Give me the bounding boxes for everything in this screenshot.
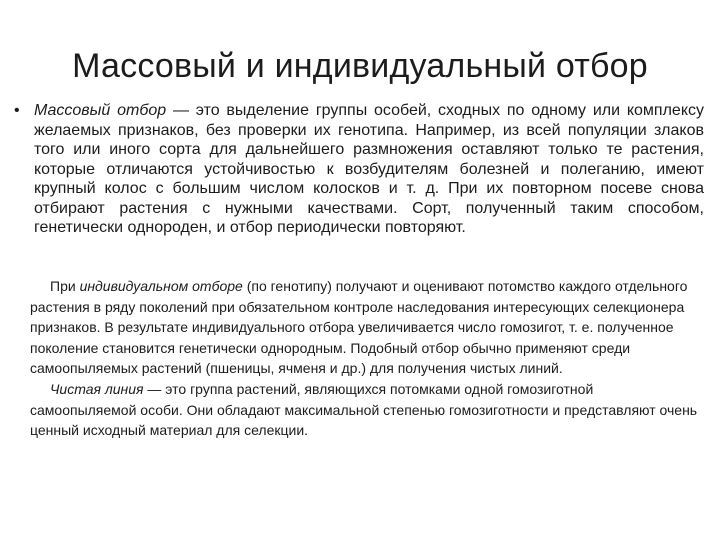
term-pure-line: Чистая линия [50, 380, 144, 397]
mass-selection-definition: — это выделение группы особей, сходных по одному или комплексу желаемых признаков, без проверки их генотипа. Например, из всей популяции злаков того или иного сорта для дальнейшего размножения оставляют только те растения, которые отличаются устойчивостью к возбудителям болезней и полеганию, имеют крупный колос с большим числом колосков и т. д. При их повторном посеве снова отбирают растения с нужными качествами. Сорт, полученный таким способом, генетически однороден, и отбор периодически повторяют. [34, 102, 705, 236]
body-text [30, 276, 702, 441]
paragraph-pure-line [30, 379, 702, 441]
term-mass-selection: Массовый отбор [34, 102, 167, 119]
slide-title: Массовый и индивидуальный отбор [72, 47, 648, 85]
bullet-text [34, 101, 704, 238]
paragraph-prefix: При [50, 278, 80, 294]
paragraph-individual-selection [30, 276, 702, 379]
bullet-item-mass-selection [14, 101, 704, 238]
pure-line-definition: — это группа растений, являющихся потомками одной гомозиготной самоопыляемой особи. Они обладают максимальной степенью гомозиготности и представляют очень ценный исходный материал для селекции. [30, 380, 698, 439]
individual-selection-definition: (по генотипу) получают и оценивают потомство каждого отдельного растения в ряду поколений при обязательном контроле наследования интересующих селекционера признаков. В результате индивидуального отбора увеличивается число гомозигот, т. е. полученное поколение становится генетически однородным. Подобный отбор обычно применяют среди самоопыляемых растений (пшеницы, ячменя и др.) для получения чистых линий. [30, 278, 688, 377]
term-individual-selection: индивидуальном отборе [79, 278, 243, 294]
bullet-marker: • [14, 102, 20, 119]
